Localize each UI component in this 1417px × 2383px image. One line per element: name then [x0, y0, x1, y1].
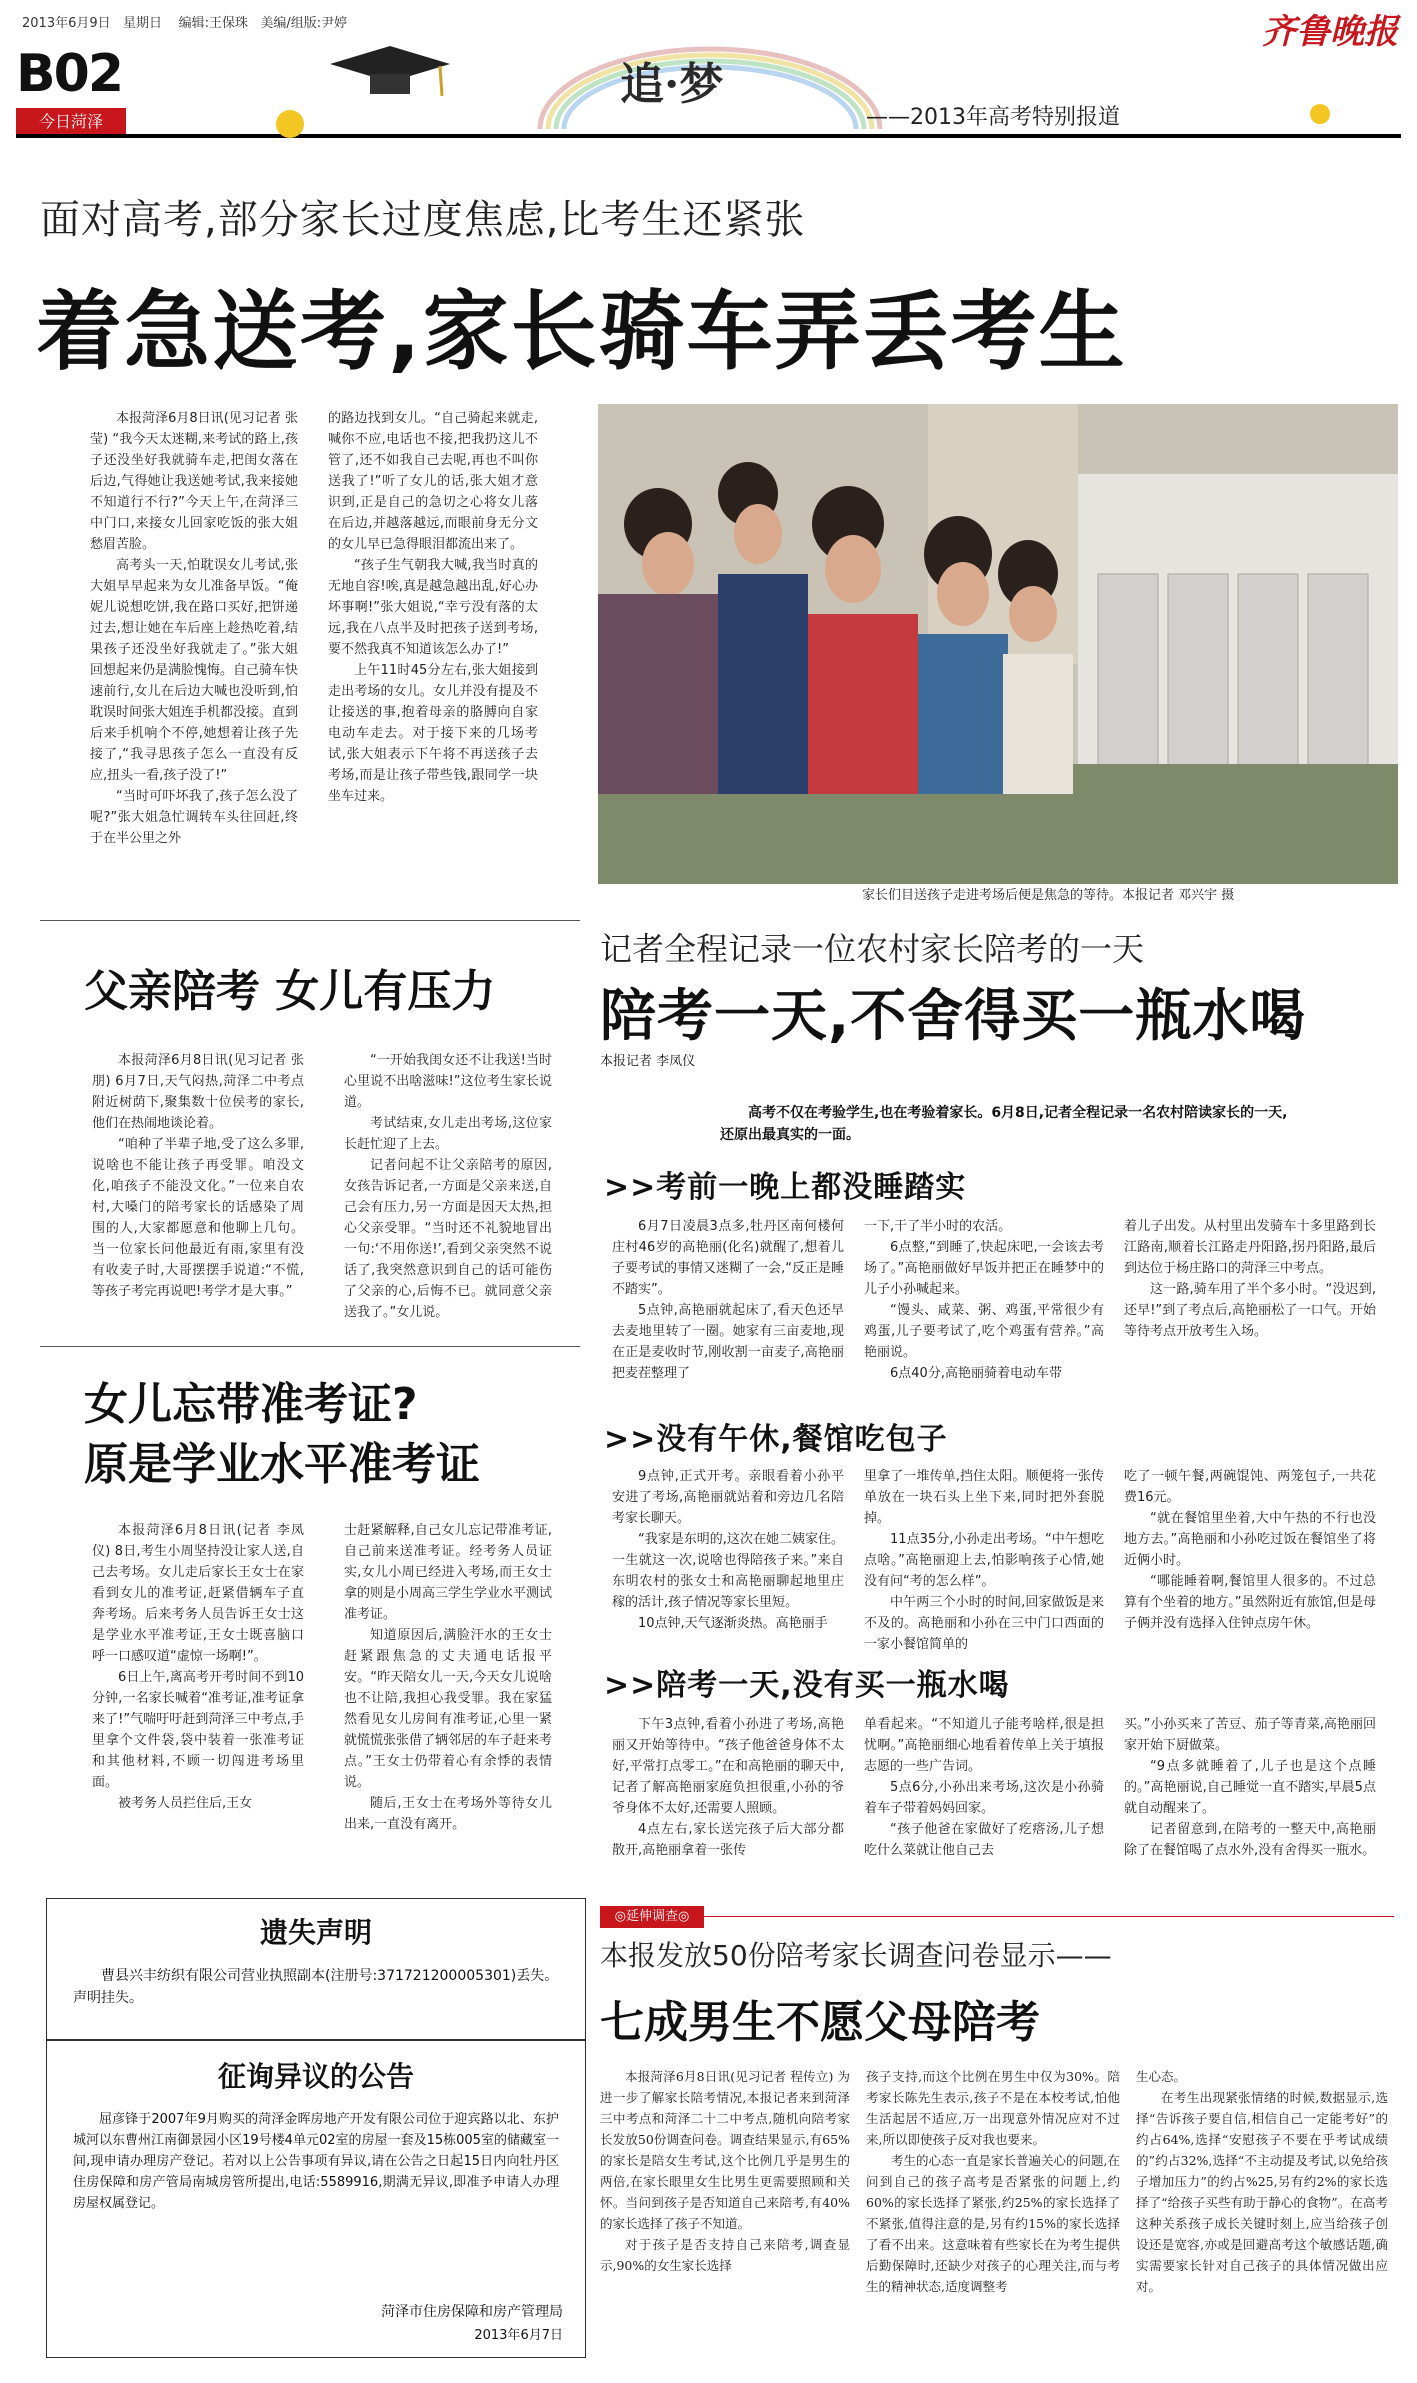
paragraph: 记者问起不让父亲陪考的原因,女孩告诉记者,一方面是父亲来送,自己会有压力,另一方面是因天太热,担心父亲受罪。“当时还不礼貌地冒出一句:‘不用你送!’,看到父亲突然不说话了,我突然意识到自己的话可能伤了父亲的心,后悔不已。就同意父亲送我了。”女儿说。 [344, 1158, 552, 1320]
paragraph: 6点整,“到睡了,快起床吧,一会该去考场了。”高艳丽做好早饭并把正在睡梦中的儿子小孙喊起来。 [864, 1240, 1104, 1297]
survey-tag: ◎延伸调查◎ [600, 1906, 704, 1928]
paragraph: 考生的心态一直是家长普遍关心的问题,在问到自己的孩子高考是否紧张的问题上,约60%的家长选择了紧张,约25%的家长选择了不紧张,值得注意的是,另有约15%的家长选择了看不出来。这意味着有些家长在为考生提供后勤保障时,还缺少对孩子的心理关注,而与考生的精神状态,适度调整考 [866, 2153, 1120, 2294]
paragraph: “哪能睡着啊,餐馆里人很多的。不过总算有个坐着的地方。”虽然附近有旅馆,但是母子俩并没有选择入住钟点房午休。 [1124, 1574, 1376, 1631]
paragraph: “孩子生气朝我大喊,我当时真的无地自容!唉,真是越急越出乱,好心办坏事啊!”张大姐说,“幸亏没有落的太远,我在八点半及时把孩子送到考场,要不然我真不知道该怎么办了!” [328, 558, 538, 657]
feature-subhead-1: >>考前一晚上都没睡踏实 [604, 1170, 967, 1205]
paragraph: 生心态。 [1136, 2069, 1187, 2084]
paragraph: 10点钟,天气逐渐炎热。高艳丽手 [638, 1616, 828, 1631]
public-notice-date: 2013年6月7日 [474, 2328, 563, 2343]
divider [40, 1346, 580, 1347]
feature-s1-col1 [612, 1216, 844, 1392]
paragraph: 9点钟,正式开考。亲眼看着小孙平安进了考场,高艳丽就站着和旁边几名陪考家长聊天。 [612, 1469, 844, 1526]
paragraph: 里拿了一堆传单,挡住太阳。顺便将一张传单放在一块石头上坐下来,同时把外套脱掉。 [864, 1469, 1104, 1526]
banner-title: 追·梦 [620, 59, 724, 110]
paragraph: 本报菏泽6月8日讯(见习记者 张朋) 6月7日,天气闷热,菏泽二中考点附近树荫下,聚集数十位侯考的家长,他们在热闹地谈论着。 [92, 1053, 304, 1131]
main-photo [598, 404, 1398, 884]
paragraph: 这一路,骑车用了半个多小时。“没迟到,还早!”到了考点后,高艳丽松了一口气。开始等待考点开放考生入场。 [1124, 1282, 1376, 1339]
daughter-column-2 [344, 1520, 552, 1882]
survey-rule [704, 1916, 1394, 1917]
divider [40, 920, 580, 921]
paragraph: 考试结束,女儿走出考场,这位家长赶忙迎了上去。 [344, 1116, 552, 1152]
paragraph: 的路边找到女儿。“自己骑起来就走,喊你不应,电话也不接,把我扔这儿不管了,还不如我自己去呢,再也不叫你送我了!”听了女儿的话,张大姐才意识到,正是自己的急切之心将女儿落在后边,并越落越远,而眼前身无分文的女儿早已急得眼泪都流出来了。 [328, 411, 538, 552]
paragraph: 着儿子出发。从村里出发骑车十多里路到长江路南,顺着长江路走丹阳路,拐丹阳路,最后到达位于杨庄路口的菏泽三中考点。 [1124, 1219, 1376, 1276]
paragraph: 上午11时45分左右,张大姐接到走出考场的女儿。女儿并没有提及不让接送的事,抱着母亲的胳膊向自家电动车走去。对于接下来的几场考试,张大姐表示下午将不再送孩子去考场,而是让孩子带些钱,跟同学一块坐车过来。 [328, 663, 538, 804]
paragraph: 被考务人员拦住后,王女 [118, 1796, 253, 1811]
main-headline: 着急送考,家长骑车弄丢考生 [36, 282, 1127, 382]
lost-notice-box [46, 1898, 586, 2040]
paragraph: 5点钟,高艳丽就起床了,看天色还早去麦地里转了一圈。她家有三亩麦地,现在正是麦收时节,刚收割一亩麦子,高艳丽把麦茬整理了 [612, 1303, 844, 1381]
father-headline: 父亲陪考 女儿有压力 [84, 966, 496, 1017]
paragraph: 记者留意到,在陪考的一整天中,高艳丽除了在餐馆喝了点水外,没有舍得买一瓶水。 [1124, 1822, 1376, 1858]
feature-headline: 陪考一天,不舍得买一瓶水喝 [600, 984, 1307, 1049]
issue-date [22, 12, 347, 31]
paragraph: “我家是东明的,这次在她二姨家住。一生就这一次,说啥也得陪孩子来。”来自东明农村的张女士和高艳丽聊起地里庄稼的活计,孩子情况等家长里短。 [612, 1532, 844, 1610]
paragraph: 吃了一顿午餐,两碗馄饨、两笼包子,一共花费16元。 [1124, 1469, 1376, 1505]
feature-intro: 高考不仅在考验学生,也在考验着家长。6月8日,记者全程记录一名农村陪读家长的一天,还原出最真实的一面。 [720, 1105, 1288, 1143]
paragraph: 对于孩子是否支持自己来陪考,调查显示,90%的女生家长选择 [600, 2237, 850, 2273]
main-column-2 [328, 408, 538, 906]
paragraph: 6点40分,高艳丽骑着电动车带 [890, 1366, 1062, 1381]
page-number: B02 [16, 44, 122, 104]
feature-byline: 本报记者 李凤仪 [600, 1054, 696, 1069]
feature-subhead-2: >>没有午休,餐馆吃包子 [604, 1422, 948, 1457]
paragraph: “当时可吓坏我了,孩子怎么没了呢?”张大姐急忙调转车头往回赶,终于在半公里之外 [90, 789, 298, 846]
daughter-headline-2: 原是学业水平准考证 [84, 1439, 480, 1490]
feature-s2-col3 [1124, 1466, 1376, 1642]
designer-text: 美编/组版:尹婷 [260, 16, 348, 31]
paragraph: 6日上午,离高考开考时间不到10分钟,一名家长喊着“准考证,准考证拿来了!”气喘吁吁赶到菏泽三中考点,手里拿个文件袋,袋中装着一张准考证和其他材料,不顾一切闯进考场里面。 [92, 1670, 304, 1790]
paragraph: 士赶紧解释,自己女儿忘记带准考证,自己前来送准考证。经考务人员证实,女儿小周已经进入考场,而王女士拿的则是小周高三学生学业水平测试准考证。 [344, 1523, 553, 1622]
date-text: 2013年6月9日 [22, 16, 111, 31]
feature-s3-col3 [1124, 1714, 1376, 1890]
paragraph: “馒头、咸菜、粥、鸡蛋,平常很少有鸡蛋,儿子要考试了,吃个鸡蛋有营养。”高艳丽说。 [864, 1303, 1104, 1360]
public-notice-title: 征询异议的公告 [217, 2060, 414, 2093]
daughter-headline-1: 女儿忘带准考证? [84, 1379, 418, 1430]
public-notice-signer: 菏泽市住房保障和房产管理局 [381, 2304, 563, 2320]
section-tab: 今日菏泽 [16, 108, 126, 136]
paragraph: 在考生出现紧张情绪的时候,数据显示,选择“告诉孩子要自信,相信自己一定能考好”的约占64%,选择“安慰孩子不要在乎考试成绩的”约占32%,选择“不主动提及考试,以免给孩子增加压力”的约占%25,另有约2%的家长选择了“给孩子买些有助于静心的食物”。在高考这种关系孩子成长关键时刻上,应当给孩子创设还是宽容,亦或是回避高考这个敏感话题,确实需要家长针对自己孩子的具体情况做出应对。 [1136, 2090, 1388, 2294]
paragraph: 4点左右,家长送完孩子后大部分都散开,高艳丽拿着一张传 [612, 1822, 844, 1858]
survey-headline: 七成男生不愿父母陪考 [600, 1997, 1040, 2048]
paragraph: “一开始我闺女还不让我送!当时心里说不出啥滋味!”这位考生家长说道。 [344, 1053, 552, 1110]
survey-column-1 [600, 2066, 850, 2366]
survey-column-3 [1136, 2066, 1388, 2366]
paragraph: 买。”小孙买来了苦豆、茄子等青菜,高艳丽回家开始下厨做菜。 [1124, 1717, 1376, 1753]
paragraph: 知道原因后,满脸汗水的王女士赶紧跟焦急的丈夫通电话报平安。“昨天陪女儿一天,今天女儿说啥也不让陪,我担心我受罪。我在家猛然看见女儿房间有准考证,心里一紧就慌慌张张借了辆邻居的车子赶来考点。”王女士仍带着心有余悸的表情说。 [344, 1628, 553, 1790]
paragraph: 随后,王女士在考场外等待女儿出来,一直没有离开。 [344, 1796, 552, 1832]
newspaper-logo: 齐鲁晚报 [1262, 12, 1398, 52]
photo-caption: 家长们目送孩子走进考场后便是焦急的等待。本报记者 邓兴宇 摄 [862, 888, 1235, 903]
paragraph: “就在餐馆里坐着,大中午热的不行也没地方去。”高艳丽和小孙吃过饭在餐馆坐了将近俩小时。 [1124, 1511, 1376, 1568]
paragraph: 下午3点钟,看着小孙进了考场,高艳丽又开始等待中。“孩子他爸爸身体不太好,平常打点零工。”在和高艳丽的聊天中,记者了解高艳丽家庭负担很重,小孙的爷爷身体不太好,还需要人照顾。 [612, 1717, 844, 1816]
feature-s3-col1 [612, 1714, 844, 1890]
banner-subtitle: ——2013年高考特别报道 [866, 105, 1120, 130]
feature-s2-col2 [864, 1466, 1104, 1652]
paragraph: 高考头一天,怕耽误女儿考试,张大姐早早起来为女儿准备早饭。“俺妮儿说想吃饼,我在路口买好,把饼递过去,想让她在车后座上趁热吃着,结果孩子还没坐好我就走了。”张大姐回想起来仍是满脸愧悔。自己骑车快速前行,女儿在后边大喊也没听到,怕耽误时间张大姐连手机都没接。直到后来手机响个不停,她想着让孩子先接了,“我寻思孩子怎么一直没有反应,扭头一看,孩子没了!” [90, 558, 299, 783]
public-notice-body: 屈彦锋于2007年9月购买的菏泽金晖房地产开发有限公司位于迎宾路以北、东护城河以东曹州江南御景园小区19号楼4单元02室的房屋一套及15栋005室的储藏室一间,现申请办理房产登记。若对以上公告事项有异议,请在公告之日起15日内向牡丹区住房保障和房产管局南城房管所提出,电话:5589916,期满无异议,即准予申请人办理房屋权属登记。 [73, 2112, 559, 2211]
paragraph: 本报菏泽6月8日讯(见习记者 程传立) 为进一步了解家长陪考情况,本报记者来到菏泽三中考点和菏泽二十二中考点,随机向陪考家长发放50份调查问卷。调查结果显示,有65%的家长是陪女生考试,这个比例几乎是男生的两倍,在家长眼里女生比男生更需要照顾和关怀。当问到孩子是否知道自己来陪考,有40%的家长选择了孩子不知道。 [600, 2069, 850, 2231]
paragraph: 本报菏泽6月8日讯(见习记者 张莹) “我今天太迷糊,来考试的路上,孩子还没坐好我就骑车走,把闺女落在后边,气得她让我送她考试,我来接她不知道行不行?”今天上午,在菏泽三中门口,来接女儿回家吃饭的张大姐愁眉苦脸。 [90, 411, 298, 552]
paragraph: “9点多就睡着了,儿子也是这个点睡的。”高艳丽说,自己睡觉一直不踏实,早晨5点就自动醒来了。 [1124, 1759, 1376, 1816]
feature-s1-col2 [864, 1216, 1104, 1392]
weekday-text: 星期日 [123, 16, 163, 31]
feature-kicker: 记者全程记录一位农村家长陪考的一天 [600, 930, 1145, 968]
feature-s2-col1 [612, 1466, 844, 1642]
paragraph: 一下,干了半小时的农活。 [864, 1219, 1012, 1234]
paragraph: 5点6分,小孙出来考场,这次是小孙骑着车子带着妈妈回家。 [864, 1780, 1104, 1816]
feature-s3-col2 [864, 1714, 1104, 1890]
crowd-photo-icon [598, 404, 1398, 884]
public-notice-box [46, 2040, 586, 2358]
paragraph: 6月7日凌晨3点多,牡丹区南何楼何庄村46岁的高艳丽(化名)就醒了,想着儿子要考试的事情又迷糊了一会,“反正是睡不踏实”。 [612, 1219, 844, 1297]
father-column-1 [92, 1050, 304, 1332]
feature-s1-col3 [1124, 1216, 1376, 1392]
paragraph: 中午两三个小时的时间,回家做饭是来不及的。高艳丽和小孙在三中门口西面的一家小餐馆简单的 [864, 1595, 1104, 1652]
survey-kicker: 本报发放50份陪考家长调查问卷显示—— [600, 1939, 1112, 1972]
paragraph: “孩子他爸在家做好了疙瘩汤,儿子想吃什么菜就让他自己去 [864, 1822, 1104, 1858]
father-column-2 [344, 1050, 552, 1332]
lost-notice-body: 曹县兴丰纺织有限公司营业执照副本(注册号:371721200005301)丢失。声明挂失。 [73, 1968, 559, 2006]
lost-notice-title: 遗失声明 [259, 1916, 372, 1949]
survey-column-2 [866, 2066, 1120, 2366]
paragraph: 11点35分,小孙走出考场。“中午想吃点啥。”高艳丽迎上去,怕影响孩子心情,她没有问“考的怎么样”。 [864, 1532, 1104, 1589]
paragraph: 单看起来。“不知道儿子能考啥样,很是担忧啊。”高艳丽细心地看着传单上关于填报志愿的一些广告词。 [864, 1717, 1104, 1774]
paragraph: “咱种了半辈子地,受了这么多罪,说啥也不能让孩子再受罪。咱没文化,咱孩子不能没文化。”一位来自农村,大嗓门的陪考家长的话感染了周围的人,大家都愿意和他聊上几句。当一位家长问他最近有雨,家里有没有收麦子时,大哥摆摆手说道:“不慌,等孩子考完再说吧!考学才是大事。” [92, 1137, 304, 1299]
paragraph: 孩子支持,而这个比例在男生中仅为30%。陪考家长陈先生表示,孩子不是在本校考试,怕他生活起居不适应,万一出现意外情况应对不过来,所以即使孩子反对我也要来。 [866, 2069, 1120, 2147]
main-column-1 [90, 408, 298, 906]
main-kicker: 面对高考,部分家长过度焦虑,比考生还紧张 [40, 197, 806, 243]
editor-text: 编辑:王保珠 [178, 16, 248, 31]
paragraph: 本报菏泽6月8日讯(记者 李凤仪) 8日,考生小周坚持没让家人送,自己去考场。女儿走后家长王女士在家看到女儿的准考证,赶紧借辆车子直奔考场。后来考务人员告诉王女士这是学业水平准考证,王女士既喜脑口呼一口感叹道“虚惊一场啊!”。 [92, 1523, 304, 1664]
daughter-column-1 [92, 1520, 304, 1882]
feature-subhead-3: >>陪考一天,没有买一瓶水喝 [604, 1668, 1010, 1703]
masthead-rule [16, 134, 1401, 138]
